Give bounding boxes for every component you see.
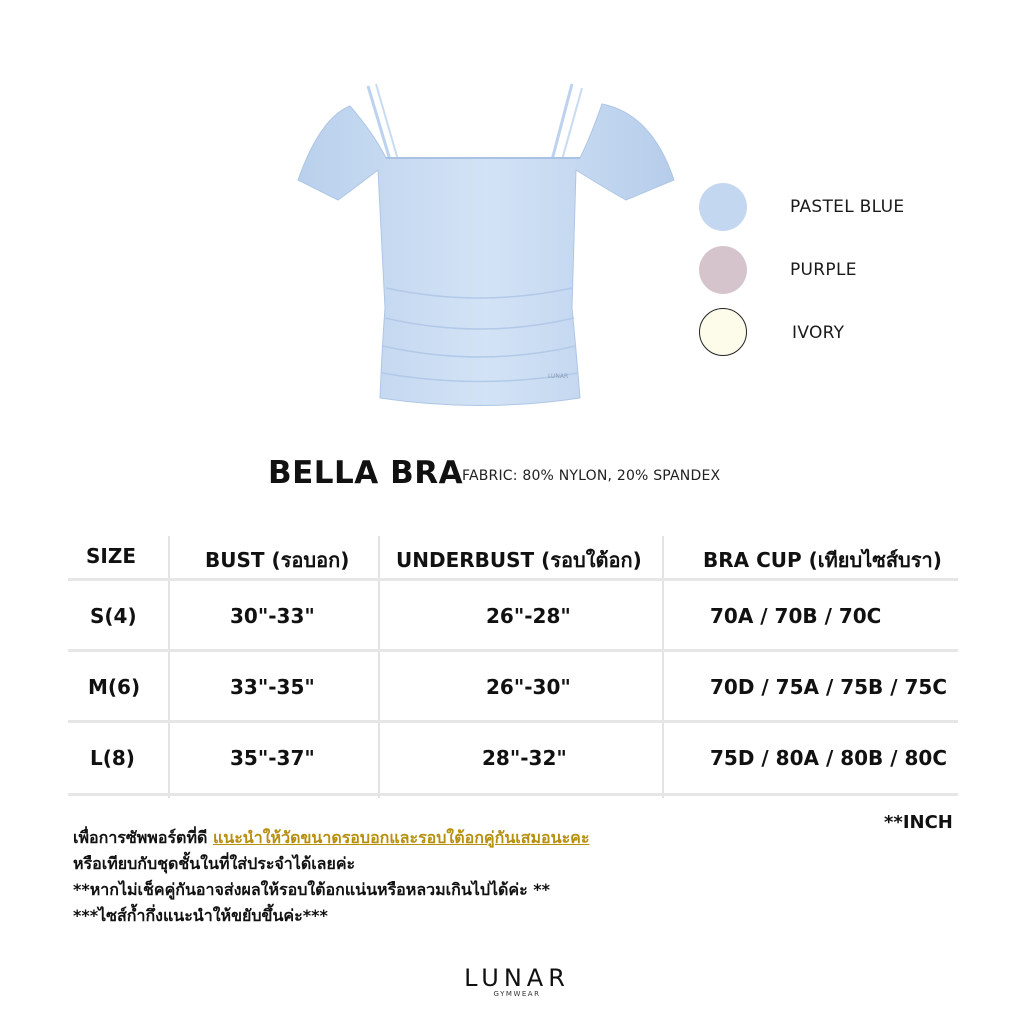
column-divider	[378, 536, 380, 798]
row-divider	[68, 720, 958, 723]
cell-bust: 30"-33"	[230, 604, 315, 628]
swatch-pastel-blue	[699, 183, 747, 231]
header-underbust: UNDERBUST (รอบใต้อก)	[396, 548, 642, 572]
row-divider	[68, 578, 958, 581]
unit-note: **INCH	[884, 812, 953, 833]
color-label-ivory: IVORY	[792, 323, 845, 343]
header-bust: BUST (รอบอก)	[205, 548, 350, 572]
note-line-1	[73, 826, 589, 851]
note-line-3: **หากไม่เช็คคู่กันอาจส่งผลให้รอบใต้อกแน่นหรือหลวมเกินไปได้ค่ะ **	[73, 880, 551, 899]
header-bra-cup: BRA CUP (เทียบไซส์บรา)	[703, 548, 942, 572]
cell-size: M(6)	[88, 675, 141, 699]
note-line-1-highlight: แนะนำให้วัดขนาดรอบอกและรอบใต้อกคู่กันเสมอนะคะ	[212, 828, 590, 847]
cell-underbust: 28"-32"	[482, 746, 567, 770]
cell-underbust: 26"-28"	[486, 604, 571, 628]
column-divider	[168, 536, 170, 798]
cell-bra-cup: 70A / 70B / 70C	[710, 604, 882, 628]
column-divider	[662, 536, 664, 798]
brand-logo	[462, 964, 572, 998]
brand-logo-cropped	[464, 1016, 572, 1024]
fabric-composition: FABRIC: 80% NYLON, 20% SPANDEX	[462, 468, 721, 484]
cell-size: L(8)	[90, 746, 135, 770]
swatch-purple	[699, 246, 747, 294]
cell-bust: 35"-37"	[230, 746, 315, 770]
product-image	[290, 78, 680, 423]
size-table	[68, 532, 958, 798]
note-line-4: ***ไซส์ก้ำกึ่งแนะนำให้ขยับขึ้นค่ะ***	[73, 906, 328, 925]
cell-size: S(4)	[90, 604, 137, 628]
cell-bust: 33"-35"	[230, 675, 315, 699]
product-title: BELLA BRA	[268, 455, 464, 491]
row-divider	[68, 793, 958, 796]
header-size: SIZE	[86, 544, 137, 568]
cell-underbust: 26"-30"	[486, 675, 571, 699]
brand-name: LUNAR	[464, 964, 570, 992]
note-line-2: หรือเทียบกับชุดชั้นในที่ใส่ประจำได้เลยค่ะ	[73, 854, 356, 873]
color-label-pastel-blue: PASTEL BLUE	[790, 197, 905, 217]
garment-tag: LUNAR	[548, 373, 569, 380]
color-label-purple: PURPLE	[790, 260, 857, 280]
cell-bra-cup: 75D / 80A / 80B / 80C	[710, 746, 948, 770]
note-line-1-prefix: เพื่อการซัพพอร์ตที่ดี	[73, 828, 213, 847]
row-divider	[68, 649, 958, 652]
brand-tagline: GYMWEAR	[493, 990, 541, 998]
cell-bra-cup: 70D / 75A / 75B / 75C	[710, 675, 948, 699]
swatch-ivory	[699, 308, 747, 356]
